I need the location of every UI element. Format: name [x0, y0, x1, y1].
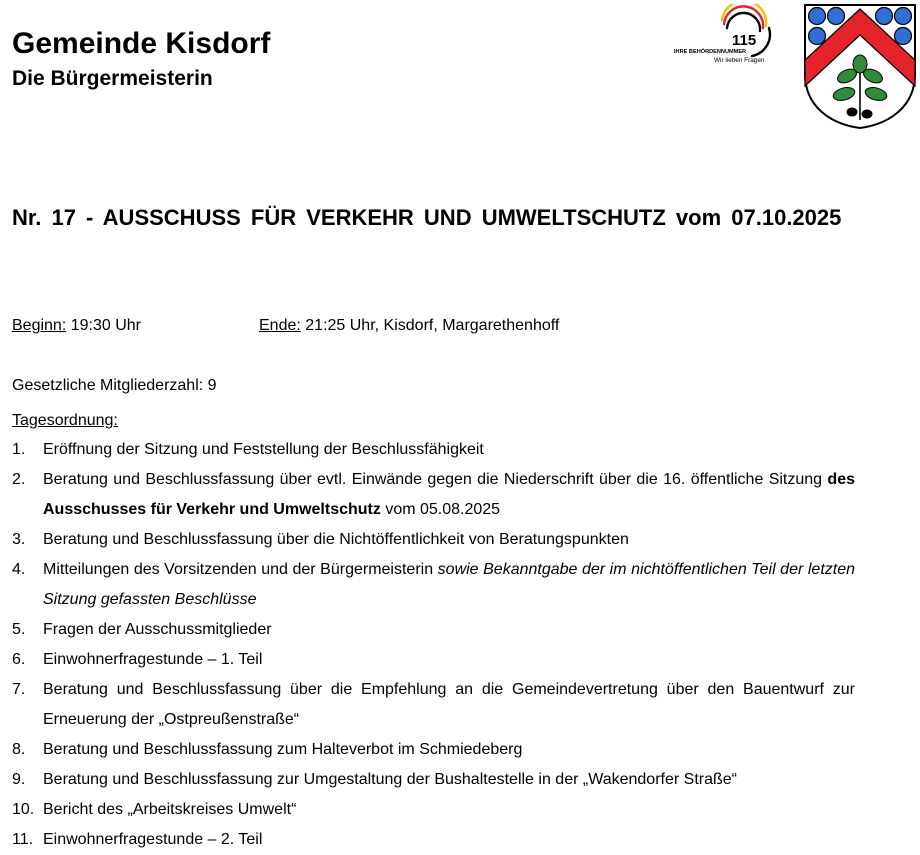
coat-of-arms-crest: [802, 2, 918, 130]
agenda-item-text: Beratung und Beschlussfassung über die Empfehlung an die Gemeindevertretung über den Bauentwurf zur Erneuerung der „Ostpreußenstraße“: [43, 681, 855, 728]
agenda-item-number: 4.: [12, 561, 26, 578]
agenda-item-number: 2.: [12, 471, 26, 488]
agenda-item-text: Beratung und Beschlussfassung über evtl. Einwände gegen die Niederschrift über die 16. öffentliche Sitzung: [43, 471, 828, 488]
agenda-list: [12, 435, 855, 855]
member-count: Gesetzliche Mitgliederzahl: 9: [12, 377, 217, 394]
agenda-item-number: 5.: [12, 621, 26, 638]
agenda-item-number: 11.: [12, 831, 34, 848]
agenda-item-number: 8.: [12, 741, 26, 758]
agenda-item: [12, 555, 855, 615]
agenda-item-italic-text: sowie Bekanntgabe der im nichtöffentlichen Teil der letzten Sitzung gefassten Beschlüsse: [43, 561, 856, 608]
agenda-item-number: 6.: [12, 651, 26, 668]
organization-subtitle: Die Bürgermeisterin: [12, 67, 213, 90]
agenda-item-number: 1.: [12, 441, 26, 458]
agenda-item-text: Bericht des „Arbeitskreises Umwelt“: [43, 801, 297, 818]
agenda-item-text: Beratung und Beschlussfassung zum Halteverbot im Schmiedeberg: [43, 741, 523, 758]
agenda-item: [12, 675, 855, 735]
end-label: Ende:: [259, 317, 301, 334]
agenda-item: [12, 525, 855, 555]
115-logo-line2: Wir lieben Fragen: [714, 57, 765, 64]
agenda-item-text: Eröffnung der Sitzung und Feststellung der Beschlussfähigkeit: [43, 441, 484, 458]
meeting-begin: [12, 316, 141, 336]
115-logo: [672, 4, 780, 68]
agenda-item-number: 10.: [12, 801, 35, 818]
115-logo-line1: IHRE BEHÖRDENNUMMER: [674, 49, 747, 55]
organization-name: Gemeinde Kisdorf: [12, 27, 271, 60]
agenda-item: [12, 465, 855, 525]
agenda-item: [12, 825, 855, 855]
115-logo-number: 115: [732, 32, 757, 49]
agenda-item-number: 9.: [12, 771, 26, 788]
agenda-label: Tagesordnung:: [12, 412, 118, 429]
end-value: 21:25 Uhr, Kisdorf, Margarethenhoff: [305, 317, 560, 334]
agenda-item: [12, 765, 855, 795]
agenda-item-text: Einwohnerfragestunde – 2. Teil: [43, 831, 263, 848]
agenda-item-text: Fragen der Ausschussmitglieder: [43, 621, 272, 638]
agenda-item-text: Beratung und Beschlussfassung über die Nichtöffentlichkeit von Beratungspunkten: [43, 531, 629, 548]
agenda-item: [12, 735, 855, 765]
agenda-item-text: Beratung und Beschlussfassung zur Umgestaltung der Bushaltestelle in der „Wakendorfer Straße“: [43, 771, 737, 788]
agenda-item: [12, 795, 855, 825]
agenda-item: [12, 615, 855, 645]
begin-label: Beginn:: [12, 317, 67, 334]
agenda-item-bold-text: des Ausschusses für Verkehr und Umweltschutz: [43, 471, 855, 518]
agenda-item-text: Einwohnerfragestunde – 1. Teil: [43, 651, 263, 668]
agenda-item-text: Mitteilungen des Vorsitzenden und der Bürgermeisterin: [43, 561, 438, 578]
begin-value: 19:30 Uhr: [70, 317, 141, 334]
agenda-item: [12, 645, 855, 675]
agenda-item-text-end: vom 05.08.2025: [380, 501, 501, 518]
agenda-item-number: 7.: [12, 681, 26, 698]
meeting-end: [259, 316, 559, 336]
agenda-item-number: 3.: [12, 531, 26, 548]
document-title: Nr. 17 - AUSSCHUSS FÜR VERKEHR UND UMWELTSCHUTZ vom 07.10.2025: [12, 205, 842, 230]
agenda-item: [12, 435, 855, 465]
